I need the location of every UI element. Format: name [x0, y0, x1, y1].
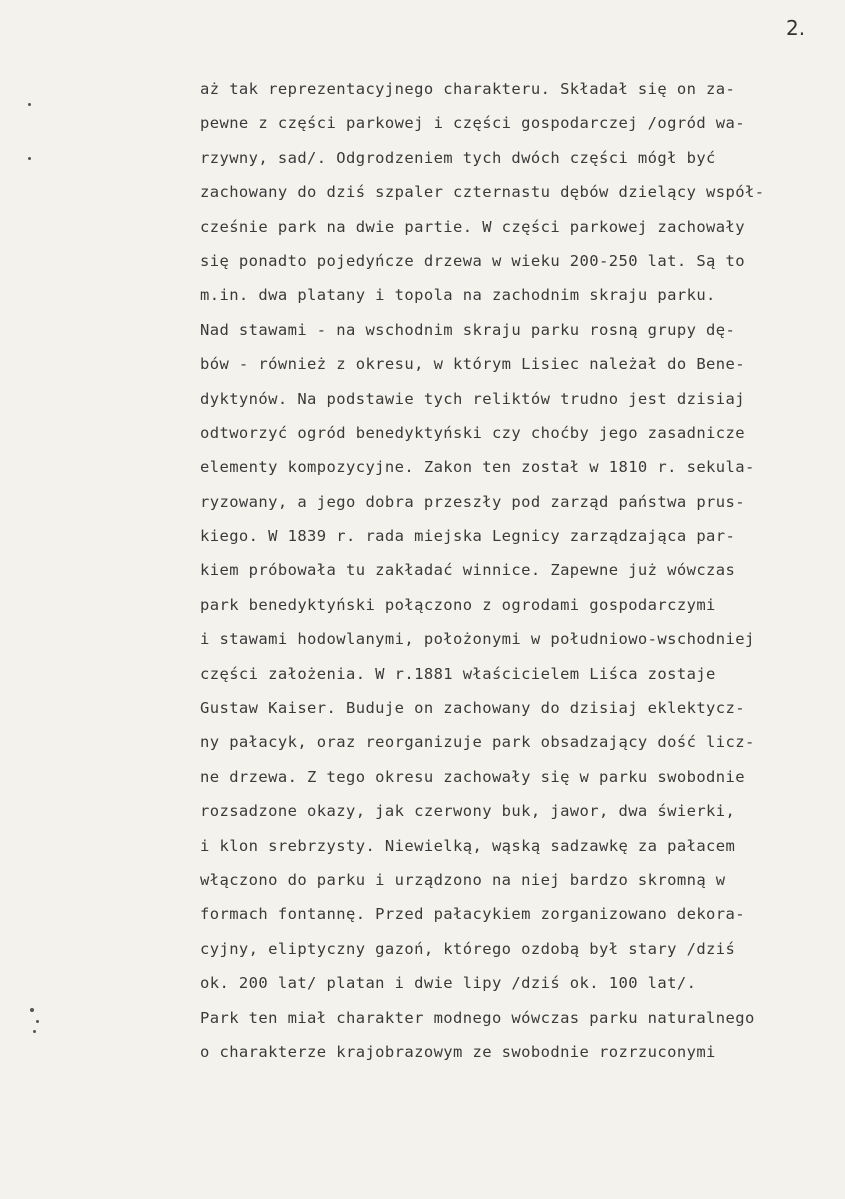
text-line: cześnie park na dwie partie. W części parkowej zachowały [200, 217, 745, 236]
text-line: pewne z części parkowej i części gospodarczej /ogród wa- [200, 114, 745, 133]
text-line: kiem próbowała tu zakładać winnice. Zapewne już wówczas [200, 561, 736, 580]
text-line: park benedyktyński połączono z ogrodami gospodarczymi [200, 595, 716, 614]
text-line: formach fontannę. Przed pałacykiem zorganizowano dekora- [200, 905, 745, 924]
page-number: 2. [786, 16, 806, 40]
text-line: cyjny, eliptyczny gazoń, którego ozdobą był stary /dziś [200, 939, 736, 958]
text-line: elementy kompozycyjne. Zakon ten został w 1810 r. sekula- [200, 458, 755, 477]
text-line: o charakterze krajobrazowym ze swobodnie rozrzuconymi [200, 1042, 716, 1061]
text-line: włączono do parku i urządzono na niej bardzo skromną w [200, 870, 726, 889]
margin-dot [33, 1030, 36, 1033]
text-line: zachowany do dziś szpaler czternastu dębów dzielący współ- [200, 183, 765, 202]
text-line: i stawami hodowlanymi, położonymi w południowo-wschodniej [200, 630, 755, 649]
text-line: Park ten miał charakter modnego wówczas parku naturalnego [200, 1008, 755, 1027]
text-line: ny pałacyk, oraz reorganizuje park obsadzający dość licz- [200, 733, 755, 752]
text-line: ryzowany, a jego dobra przeszły pod zarząd państwa prus- [200, 492, 745, 511]
text-line: m.in. dwa platany i topola na zachodnim skraju parku. [200, 286, 716, 305]
text-line: rozsadzone okazy, jak czerwony buk, jawor, dwa świerki, [200, 802, 736, 821]
text-line: bów - również z okresu, w którym Lisiec należał do Bene- [200, 355, 745, 374]
text-line: rzywny, sad/. Odgrodzeniem tych dwóch części mógł być [200, 148, 716, 167]
text-line: dyktynów. Na podstawie tych reliktów trudno jest dzisiaj [200, 389, 745, 408]
text-line: kiego. W 1839 r. rada miejska Legnicy zarządzająca par- [200, 527, 736, 546]
text-line: odtworzyć ogród benedyktyński czy choćby jego zasadnicze [200, 423, 745, 442]
text-line: ne drzewa. Z tego okresu zachowały się w parku swobodnie [200, 767, 745, 786]
text-line: Nad stawami - na wschodnim skraju parku rosną grupy dę- [200, 320, 736, 339]
margin-dot [36, 1020, 39, 1023]
text-line: Gustaw Kaiser. Buduje on zachowany do dzisiaj eklektycz- [200, 699, 745, 718]
text-line: ok. 200 lat/ platan i dwie lipy /dziś ok. 100 lat/. [200, 974, 697, 993]
margin-dot [28, 157, 31, 160]
body-text [200, 76, 800, 1073]
margin-dot [30, 1008, 34, 1012]
text-line: aż tak reprezentacyjnego charakteru. Składał się on za- [200, 80, 736, 98]
text-line: i klon srebrzysty. Niewielką, wąską sadzawkę za pałacem [200, 836, 736, 855]
text-line: części założenia. W r.1881 właścicielem Liśca zostaje [200, 664, 716, 683]
margin-dot [28, 103, 31, 106]
text-line: się ponadto pojedyńcze drzewa w wieku 200-250 lat. Są to [200, 251, 745, 270]
